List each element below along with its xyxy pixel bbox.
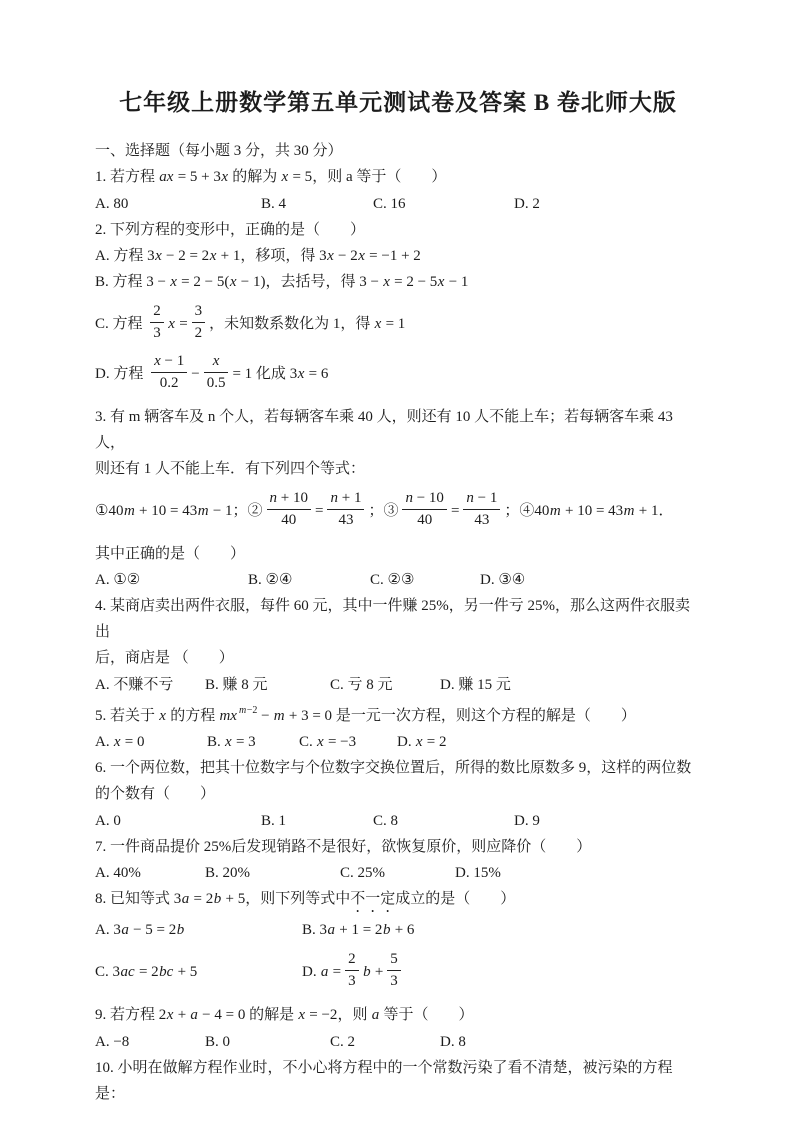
text-run: A. −8 [95,1033,130,1050]
text-run: B. 20% [205,865,250,882]
math-expression: 3x − 2 = 2x + 1 [147,247,241,264]
question-6-options [95,807,701,834]
text-run: B. 4 [261,195,287,212]
question-2-option-c [95,304,701,345]
question-8-options-1-a [95,917,302,943]
math-expression: 3x − 2x = −1 + 2 [319,247,421,264]
fraction: $\frac{n - 1}{43}$ [463,489,500,530]
question-6-line-1 [95,755,701,781]
question-6-options-d [514,808,540,834]
question-6-options-a [95,808,261,834]
question-7 [95,834,701,860]
math-expression: x = −3 [317,734,357,751]
question-8 [95,886,701,916]
question-5-options-c [299,729,397,755]
question-8-options-2-a [95,959,302,985]
text-run: D. 15% [455,865,501,882]
math-expression: = 1 [232,365,253,382]
question-7-options-c [340,860,455,886]
text-run: ． [658,502,674,519]
text-run: ，去括号，得 [265,273,360,290]
math-expression: x = [168,315,188,332]
question-7-options-a [95,860,205,886]
math-expression: ax = 5 + 3x [159,169,229,185]
math-expression: 3 − x = 2 − 5x − 1 [359,273,469,290]
question-6-options-c [373,808,514,834]
text-run: ；② [232,502,263,519]
document-title: 七年级上册数学第五单元测试卷及答案 B 卷北师大版 [119,90,677,115]
question-5 [95,698,701,729]
text-run: 9. 若方程 [95,1006,159,1023]
text-run: C. 16 [373,195,406,212]
text-run: 则还有 1 人不能上车．有下列四个等式： [95,460,366,477]
math-expression: − [191,365,200,382]
text-run: ；③ [368,502,399,519]
text-run: D. 方程 [95,365,148,382]
question-8-options-1-b [302,917,414,943]
question-1-options-d [514,191,540,217]
question-3-options [95,567,701,594]
question-4-line-2 [95,645,701,671]
question-3-options-b [248,567,370,593]
question-3-stem [95,541,701,567]
text-run: C. 2 [330,1033,356,1050]
math-expression: = [450,502,460,519]
question-8-options-2 [95,952,701,993]
math-expression: x = 5 [281,169,313,185]
question-1-options-a [95,191,261,217]
question-9-options-d [440,1029,466,1055]
text-run: C. 8 [373,812,399,829]
text-run: ；④ [504,502,535,519]
text-run: 6. 一个两位数，把其十位数字与个位数字交换位置后，所得的数比原数多 9，这样的两位数 [95,760,692,777]
math-expression: 3x = 6 [289,365,329,382]
question-4-options-d [440,672,511,698]
text-run: D. 8 [440,1033,466,1050]
math-expression: 3a + 1 = 2b + 6 [319,921,415,938]
text-run: B. 方程 [95,273,147,290]
math-expression: 40m + 10 = 43m + 1 [534,502,659,519]
question-1-options-c [373,191,514,217]
text-run: ，未知数系数化为 1，得 [209,315,375,332]
question-2-option-d [95,354,701,395]
question-2 [95,217,701,243]
text-run: ，则 [337,1006,372,1023]
question-5-options [95,729,701,756]
math-expression: x = −2 [298,1006,338,1023]
math-expression: a [371,1006,380,1023]
question-7-options-d [455,860,501,886]
question-9 [95,1002,701,1028]
text-run: ，则下列等式中 [245,891,351,908]
math-expression: = [315,502,324,519]
question-9-options-b [205,1029,330,1055]
fraction: $\frac{2}{3}$ [345,950,359,991]
text-run: B. [302,921,320,938]
math-expression: 2x + a − 4 = 0 [158,1006,246,1023]
text-run: D. [397,734,416,751]
fraction: $\frac{x}{0.5}$ [204,352,229,393]
text-run: C. [299,734,317,751]
math-expression: x = 0 [113,734,145,751]
text-run: C. 25% [340,865,385,882]
question-9-options-c [330,1029,440,1055]
text-run: 后，商店是 （ ） [95,650,234,667]
text-run: 10. 小明在做解方程作业时，不小心将方程中的一个常数污染了看不清楚，被污染的方程是： [95,1059,673,1102]
text-run: 3. 有 m 辆客车及 n 个人，若每辆客车乘 40 人，则还有 10 人不能上车；若每辆客车乘 43 人， [95,408,677,451]
question-4-options [95,671,701,698]
text-run: 8. 已知等式 [95,891,174,908]
question-2-option-a [95,243,701,269]
question-1 [95,164,701,190]
question-9-options-a [95,1029,205,1055]
question-5-options-b [207,729,299,755]
fraction: $\frac{n + 1}{43}$ [327,489,364,530]
text-run: 成立的是（ ） [395,891,516,908]
text-run: 等于（ ） [379,1006,474,1023]
fraction: $\frac{2}{3}$ [150,302,164,343]
question-4-options-b [205,672,330,698]
fraction: $\frac{n + 10}{40}$ [267,489,311,530]
fraction: $\frac{5}{3}$ [387,950,401,991]
text-run: A. 40% [95,865,141,882]
text-run: ① [95,502,109,519]
math-expression: 3 − x = 2 − 5(x − 1) [146,273,266,290]
question-1-options [95,190,701,217]
text-run: C. ②③ [370,572,415,589]
fraction: $\frac{n - 10}{40}$ [402,489,446,530]
question-4-options-a [95,672,205,698]
question-7-options [95,860,701,887]
math-expression: x = 2 [415,734,447,751]
question-2-option-b [95,269,701,295]
text-run: A. ①② [95,572,141,589]
text-run: 化成 [252,365,290,382]
text-run: 的个数有（ ） [95,786,216,803]
question-3-equations [95,491,701,532]
question-6-options-b [261,808,373,834]
question-6-line-2 [95,781,701,807]
text-run: 5. 若关于 [95,707,159,724]
text-run: B. ②④ [248,572,293,589]
question-8-options-2-b [302,952,405,993]
text-run: D. 2 [514,195,540,212]
question-1-options-b [261,191,373,217]
math-expression: x = 3 [225,734,256,751]
text-run: D. ③④ [480,572,526,589]
text-run: B. [207,734,225,751]
text-run: C. [95,964,113,981]
math-expression: 3ac = 2bc + 5 [112,964,198,981]
math-expression: b + [363,963,384,980]
fraction: $\frac{3}{2}$ [192,302,206,343]
document-body [95,164,701,1107]
text-run: D. [302,963,321,980]
question-10 [95,1055,701,1107]
text-run: 是一元一次方程，则这个方程的解是（ ） [332,707,636,724]
text-run: A. 不赚不亏 [95,676,174,693]
text-run: A. [95,921,114,938]
question-9-options [95,1028,701,1055]
question-4-line-1 [95,593,701,645]
text-run: ，则 a 等于（ ） [312,169,447,185]
text-run: B. 赚 8 元 [205,676,268,693]
question-3-options-d [480,567,525,593]
math-expression: a = [320,963,342,980]
text-run: 的解为 [228,169,282,185]
math-expression: 3a = 2b + 5 [173,891,246,908]
question-3-line-2 [95,456,701,482]
question-3-line-1 [95,404,701,456]
text-run: A. 0 [95,812,121,829]
math-expression: − m + 3 = 0 [257,707,333,724]
text-run: 4. 某商店卖出两件衣服，每件 60 元，其中一件赚 25%，另一件亏 25%，那么这两件衣服卖出 [95,598,690,641]
math-expression: mx $^{m-2}$ [219,704,258,724]
math-expression: x = 1 [374,315,406,332]
fraction: $\frac{x - 1}{0.2}$ [151,352,187,393]
math-expression: 40m + 10 = 43m − 1 [108,502,233,519]
question-3-options-c [370,567,480,593]
text-run: C. 亏 8 元 [330,676,393,693]
text-run: D. 赚 15 元 [440,676,511,693]
math-expression: x [159,707,166,724]
text-run: 的解是 [245,1006,298,1023]
text-run: D. 9 [514,812,540,829]
text-run: 2. 下列方程的变形中，正确的是（ ） [95,221,366,238]
text-run: A. 80 [95,195,129,212]
text-run: C. 方程 [95,315,147,332]
text-run: 其中正确的是（ ） [95,545,246,562]
text-run: B. 0 [205,1033,231,1050]
question-4-options-c [330,672,440,698]
question-7-options-b [205,860,340,886]
text-run: 1. 若方程 [95,169,159,185]
text-run: 7. 一件商品提价 25%后发现销路不是很好，欲恢复原价，则应降价（ ） [95,838,592,855]
emphasized-text: 不一定 [350,891,396,908]
question-8-options-1 [95,916,701,943]
math-expression: 3a − 5 = 2b [113,921,185,938]
question-5-options-d [397,729,446,755]
text-run: A. 方程 [95,247,148,264]
text-run: ，移项，得 [240,247,320,264]
question-5-options-a [95,729,207,755]
section-heading: 一、选择题（每小题 3 分，共 30 分） [95,143,343,159]
text-run: 的方程 [166,707,219,724]
text-run: B. 1 [261,812,287,829]
question-3-options-a [95,567,248,593]
text-run: A. [95,734,114,751]
